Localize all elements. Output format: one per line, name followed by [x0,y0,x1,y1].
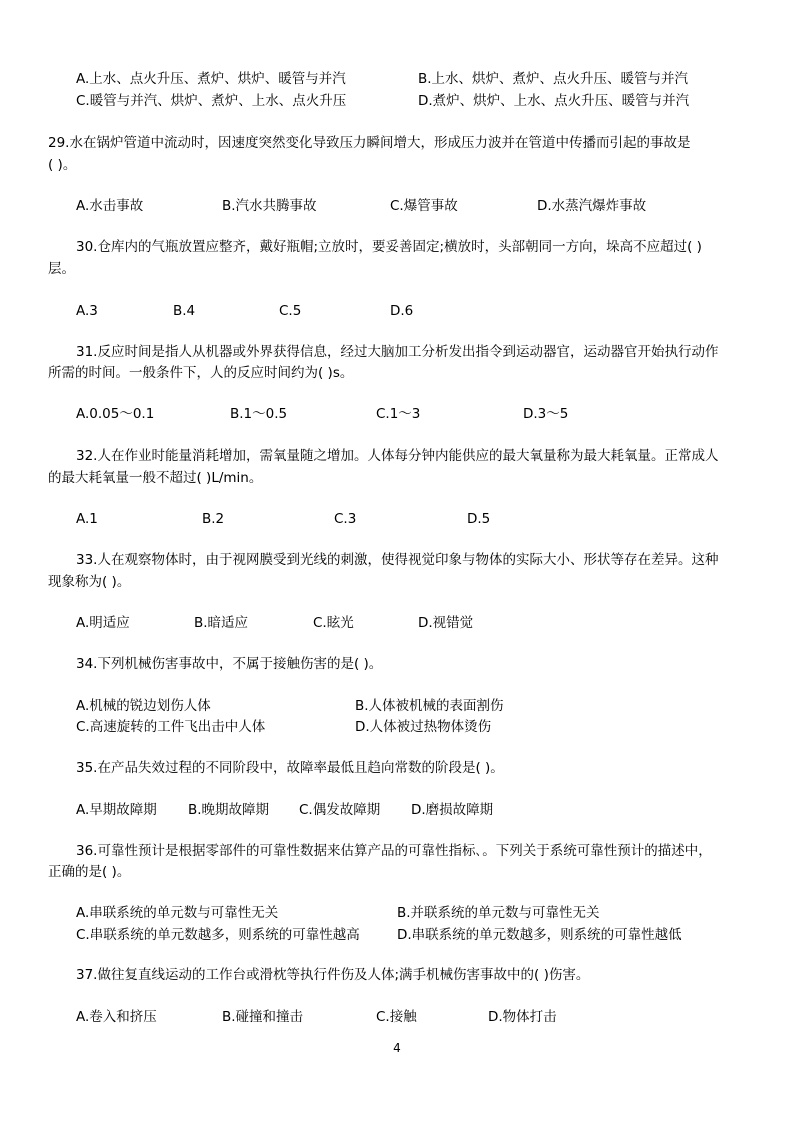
q28-option-c: C.暖管与并汽、烘炉、煮炉、上水、点火升压 [76,93,347,109]
q31-stem-line1: 31.反应时间是指人从机器或外界获得信息，经过大脑加工分析发出指令到运动器官，运动器官开始执行动作 [76,344,719,360]
q36-stem-line2: 正确的是( )。 [48,864,131,880]
q29-stem-line2: ( )。 [48,157,77,173]
q32-option-b: B.2 [202,511,225,527]
q34-option-d: D.人体被过热物体烫伤 [355,719,492,735]
q36-option-a: A.串联系统的单元数与可靠性无关 [76,905,279,921]
q30-stem-line1: 30.仓库内的气瓶放置应整齐，戴好瓶帽;立放时，要妥善固定;横放时，头部朝同一方向，垛高不应超过( ) [76,239,702,255]
q31-option-c: C.1～3 [376,406,421,422]
q31-option-b: B.1～0.5 [230,406,288,422]
q29-option-c: C.爆管事故 [390,198,458,214]
q33-option-b: B.暗适应 [194,615,249,631]
q37-option-d: D.物体打击 [488,1009,557,1025]
q36-option-c: C.串联系统的单元数越多，则系统的可靠性越高 [76,927,360,943]
q34-stem: 34.下列机械伤害事故中，不属于接触伤害的是( )。 [76,656,383,672]
q36-stem-line1: 36.可靠性预计是根据零部件的可靠性数据来估算产品的可靠性指标､。下列关于系统可靠性预计的描述中， [76,843,712,859]
q33-option-a: A.明适应 [76,615,130,631]
q30-option-b: B.4 [173,303,196,319]
page-number: 4 [393,1041,401,1055]
q34-option-b: B.人体被机械的表面割伤 [355,698,504,714]
q32-stem-line1: 32.人在作业时能量消耗增加，需氧量随之增加。人体每分钟内能供应的最大氧量称为最大耗氧量。正常成人 [76,448,719,464]
q33-option-d: D.视错觉 [418,615,474,631]
q36-option-b: B.并联系统的单元数与可靠性无关 [397,905,600,921]
q34-option-c: C.高速旋转的工件飞出击中人体 [76,719,266,735]
q33-stem-line2: 现象称为( )。 [48,574,131,590]
q34-option-a: A.机械的锐边划伤人体 [76,698,211,714]
q36-option-d: D.串联系统的单元数越多，则系统的可靠性越低 [397,927,682,943]
q28-option-b: B.上水、烘炉、煮炉、点火升压、暖管与并汽 [418,71,689,87]
q35-stem: 35.在产品失效过程的不同阶段中，故障率最低且趋向常数的阶段是( )。 [76,760,504,776]
q35-option-b: B.晚期故障期 [188,802,270,818]
q30-option-a: A.3 [76,303,98,319]
q28-option-d: D.煮炉、烘炉、上水、点火升压、暖管与并汽 [418,93,690,109]
q31-option-a: A.0.05～0.1 [76,406,155,422]
q30-stem-line2: 层。 [48,261,75,277]
q37-option-c: C.接触 [376,1009,417,1025]
q35-option-c: C.偶发故障期 [299,802,381,818]
q33-stem-line1: 33.人在观察物体时，由于视网膜受到光线的刺激，使得视觉印象与物体的实际大小、形状等存在差异。这种 [76,552,719,568]
q37-option-b: B.碰撞和撞击 [222,1009,304,1025]
q29-option-b: B.汽水共腾事故 [222,198,317,214]
q35-option-d: D.磨损故障期 [411,802,494,818]
q31-option-d: D.3～5 [523,406,569,422]
q37-stem: 37.做往复直线运动的工作台或滑枕等执行件伤及人体;满手机械伤害事故中的( )伤害。 [76,967,590,983]
q29-option-d: D.水蒸汽爆炸事故 [537,198,647,214]
q32-stem-line2: 的最大耗氧量一般不超过( )L/min。 [48,470,263,486]
q35-option-a: A.早期故障期 [76,802,157,818]
q29-option-a: A.水击事故 [76,198,144,214]
q32-option-d: D.5 [467,511,491,527]
q30-option-c: C.5 [279,303,302,319]
q29-stem-line1: 29.水在锅炉管道中流动时，因速度突然变化导致压力瞬间增大，形成压力波并在管道中传播而引起的事故是 [48,135,691,151]
q28-option-a: A.上水、点火升压、煮炉、烘炉、暖管与并汽 [76,71,346,87]
q32-option-c: C.3 [334,511,357,527]
q37-option-a: A.卷入和挤压 [76,1009,157,1025]
q33-option-c: C.眩光 [313,615,354,631]
q32-option-a: A.1 [76,511,98,527]
q30-option-d: D.6 [390,303,414,319]
q31-stem-line2: 所需的时间。一般条件下，人的反应时间约为( )s。 [48,365,354,381]
